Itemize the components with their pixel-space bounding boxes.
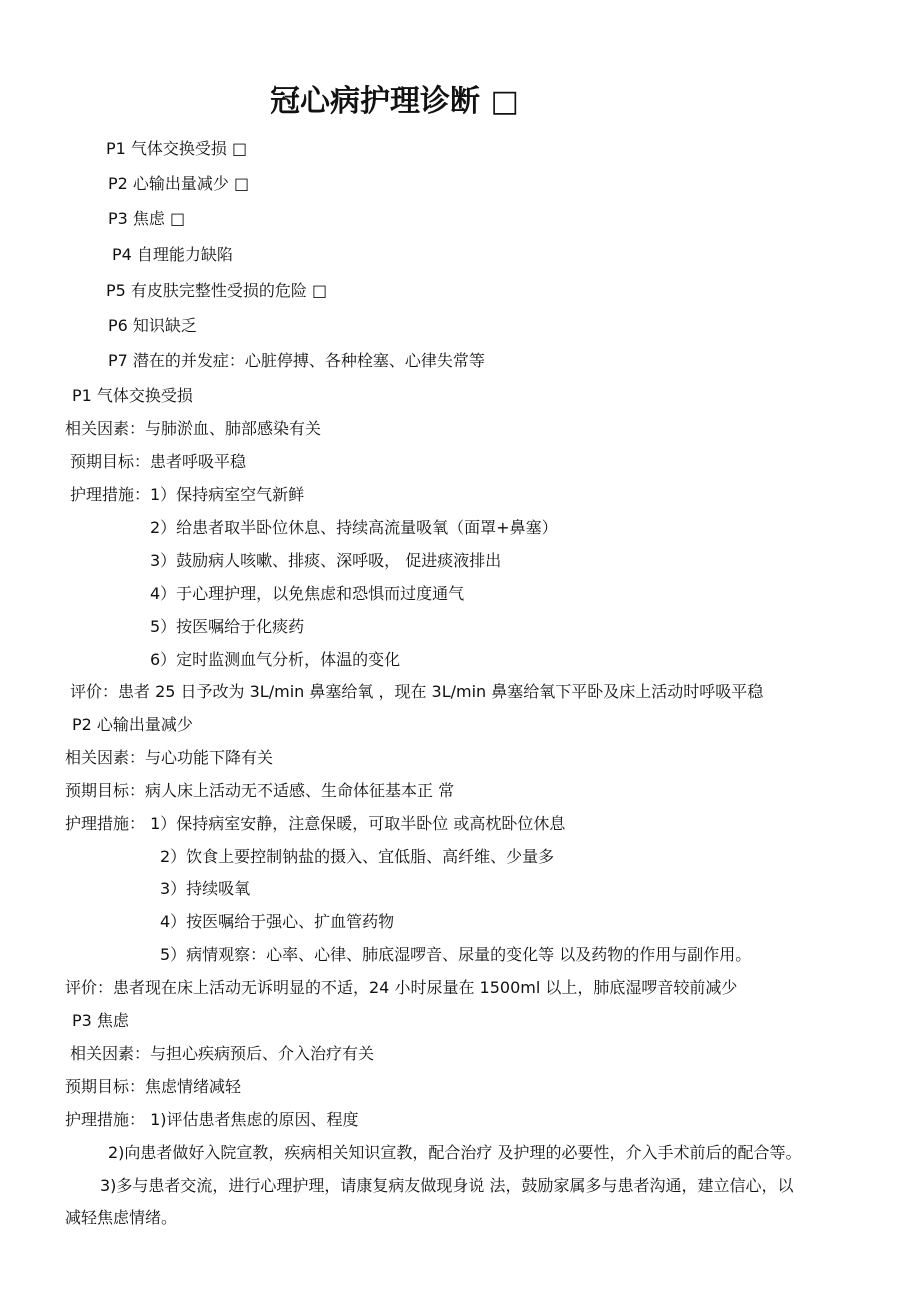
section-heading: P3 焦虑 [72, 1011, 129, 1030]
evaluation: 评价：患者现在床上活动无诉明显的不适，24 小时尿量在 1500ml 以上，肺底湿啰音较前减少 [65, 978, 738, 997]
expected-goal: 预期目标：焦虑情绪减轻 [65, 1077, 242, 1096]
nursing-measure: 2）饮食上要控制钠盐的摄入、宜低脂、高纤维、少量多 [160, 847, 555, 866]
problem-item: P7 潜在的并发症：心脏停搏、各种栓塞、心律失常等 [108, 351, 485, 370]
problem-item: P4 自理能力缺陷 [112, 245, 233, 264]
nursing-measure: 4）于心理护理，以免焦虑和恐惧而过度通气 [150, 584, 465, 603]
nursing-measure: 护理措施： 1)评估患者焦虑的原因、程度 [65, 1110, 359, 1129]
nursing-measure: 5）按医嘱给于化痰药 [150, 617, 305, 636]
nursing-measure: 护理措施：1）保持病室空气新鲜 [70, 485, 305, 504]
related-factors: 相关因素：与肺淤血、肺部感染有关 [65, 419, 322, 438]
expected-goal: 预期目标：病人床上活动无不适感、生命体征基本正 常 [65, 781, 455, 800]
related-factors: 相关因素：与心功能下降有关 [65, 748, 274, 767]
nursing-measure: 2)向患者做好入院宣教，疾病相关知识宣教，配合治疗 及护理的必要性，介入手术前后的配合等。 [108, 1143, 802, 1162]
related-factors: 相关因素：与担心疾病预后、介入治疗有关 [70, 1044, 375, 1063]
problem-item: P5 有皮肤完整性受损的危险 □ [106, 281, 328, 300]
nursing-measure: 2）给患者取半卧位休息、持续高流量吸氧（面罩+鼻塞） [150, 518, 558, 537]
evaluation: 评价：患者 25 日予改为 3L/min 鼻塞给氧 ，现在 3L/min 鼻塞给氧下平卧及床上活动时呼吸平稳 [70, 682, 764, 701]
problem-item: P2 心输出量减少 □ [108, 174, 250, 193]
problem-item: P6 知识缺乏 [108, 316, 197, 335]
nursing-measure: 护理措施： 1）保持病室安静，注意保暖，可取半卧位 或高枕卧位休息 [65, 814, 566, 833]
expected-goal: 预期目标：患者呼吸平稳 [70, 452, 247, 471]
nursing-measure: 6）定时监测血气分析，体温的变化 [150, 650, 401, 669]
nursing-measure: 3）鼓励病人咳嗽、排痰、深呼吸， 促进痰液排出 [150, 551, 502, 570]
nursing-measure: 3)多与患者交流，进行心理护理，请康复病友做现身说 法，鼓励家属多与患者沟通，建立信心，以 [100, 1176, 794, 1195]
section-heading: P1 气体交换受损 [72, 386, 193, 405]
page-title: 冠心病护理诊断 □ [270, 84, 519, 119]
section-heading: P2 心输出量减少 [72, 715, 193, 734]
nursing-measure: 5）病情观察：心率、心律、肺底湿啰音、尿量的变化等 以及药物的作用与副作用。 [160, 945, 752, 964]
nursing-measure: 减轻焦虑情绪。 [65, 1208, 178, 1227]
nursing-measure: 3）持续吸氧 [160, 879, 251, 898]
problem-item: P3 焦虑 □ [108, 209, 186, 228]
problem-item: P1 气体交换受损 □ [106, 139, 248, 158]
nursing-measure: 4）按医嘱给于强心、扩血管药物 [160, 912, 395, 931]
